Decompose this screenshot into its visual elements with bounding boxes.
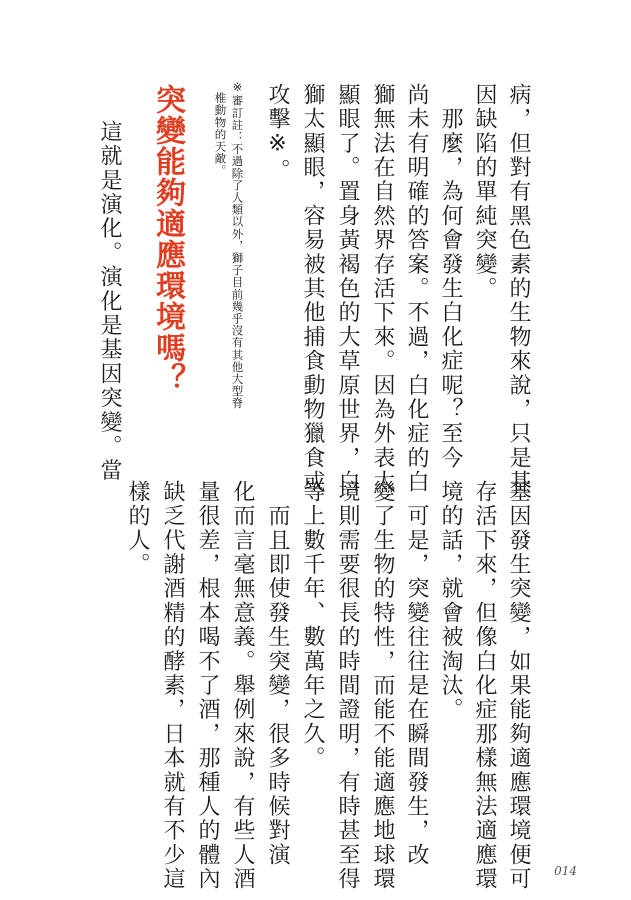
text-column: 境的話，就會被淘汰。 [438,480,463,722]
text-column: 病，但對有黑色素的生物來說，只是基 [506,83,531,495]
text-column: 顯眼了。置身黃褐色的大草原世界，白 [335,83,360,495]
text-column: 量很差，根本喝不了酒，那種人的體內 [195,480,220,892]
text-column: 可是，突變往往是在瞬間發生，改 [404,480,429,868]
text-column: 獅太顯眼，容易被其他捕食動物獵食或 [300,83,325,495]
section-heading: 突變能夠適應環境嗎？ [150,84,185,394]
text-column: 獅無法在自然界存活下來。因為外表太 [370,83,395,495]
text-column: 那麼，為何會發生白化症呢？至今 [438,83,463,471]
text-column: 等上數千年、數萬年之久。 [300,480,325,771]
page-number: 014 [554,864,577,878]
text-column: 缺乏代謝酒精的酵素，日本就有不少這 [160,480,185,892]
text-column: 攻擊※。 [265,83,290,183]
text-column: 境則需要很長的時間證明，有時甚至得 [335,480,360,892]
text-column: 存活下來，但像白化症那樣無法適應環 [472,480,497,892]
text-column: 變了生物的特性，而能不能適應地球環 [370,480,395,892]
text-column: 這就是演化。演化是基因突變。當 [97,120,122,483]
text-column: 因缺陷的單純突變。 [472,83,497,301]
text-column: 尚未有明確的答案。不過，白化症的白 [404,83,429,495]
text-column: 基因發生突變，如果能夠適應環境便可 [506,480,531,892]
text-column: 而且即使發生突變，很多時候對演 [265,480,290,868]
text-column: 化而言毫無意義。舉例來說，有些人酒 [230,480,255,892]
footnote-line: ※審訂註：不過除了人類以外，獅子目前幾乎沒有其他大型脊 [230,80,245,410]
text-column: 樣的人。 [125,480,150,577]
footnote-line: 椎動物的天敵。 [213,92,228,177]
